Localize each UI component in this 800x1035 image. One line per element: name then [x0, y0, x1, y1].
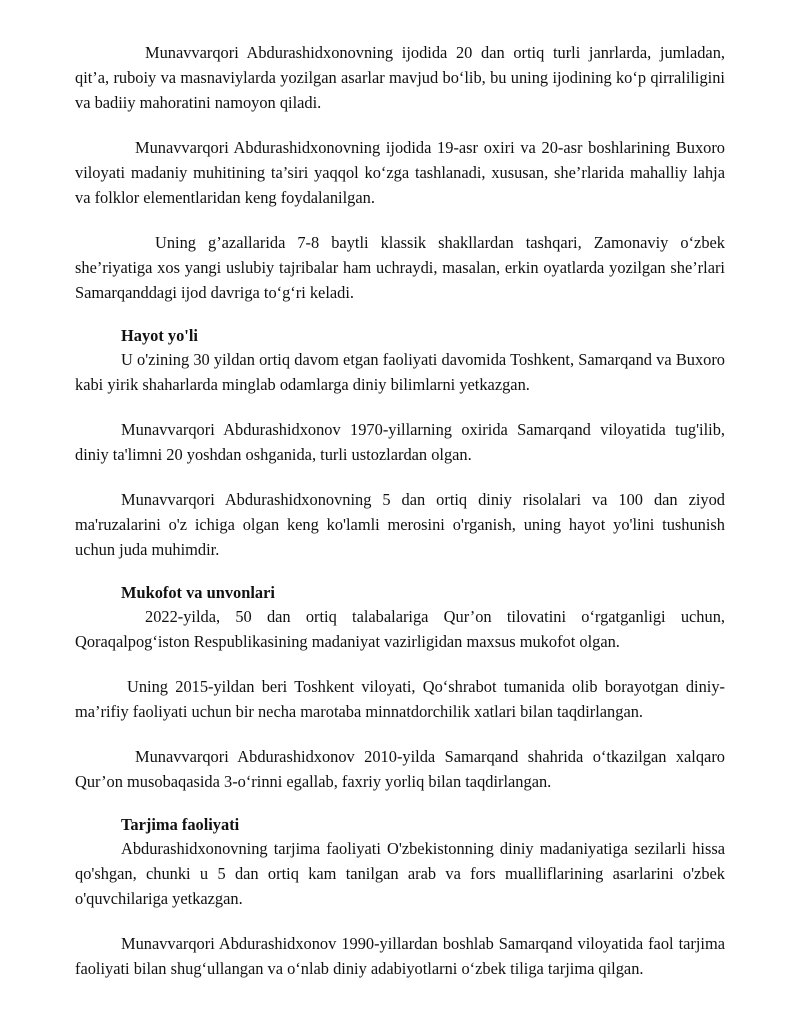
section-title-mukofot: Mukofot va unvonlari: [121, 583, 275, 602]
section-title-hayot-yoli: Hayot yo'li: [121, 326, 198, 345]
intro-paragraph: Uning g’azallarida 7-8 baytli klassik shakllardan tashqari, Zamonaviy o‘zbek she’riyatiga xos yangi uslubiy tajribalar ham uchraydi, masalan, erkin oyatlarda yozilgan she’rlari Samarqanddagi ijod davriga to‘g‘ri keladi.: [75, 233, 725, 302]
section-paragraph: Munavvarqori Abdurashidxonov 1970-yillarning oxirida Samarqand viloyatida tug'ilib, diniy ta'limni 20 yoshdan oshganida, turli ustozlardan olgan.: [75, 420, 725, 464]
section-paragraph: Munavvarqori Abdurashidxonov 1990-yillardan boshlab Samarqand viloyatida faol tarjima faoliyati bilan shug‘ullangan va o‘nlab diniy adabiyotlarni o‘zbek tiliga tarjima qilgan.: [75, 934, 725, 978]
section-paragraph: Abdurashidxonovning tarjima faoliyati O'zbekistonning diniy madaniyatiga sezilarli hissa qo'shgan, chunki u 5 dan ortiq kam tanilgan arab va fors mualliflarining asarlarini o'zbek o'quvchilariga yetkazgan.: [75, 839, 725, 908]
intro-paragraph: Munavvarqori Abdurashidxonovning ijodida 20 dan ortiq turli janrlarda, jumladan, qit’a, ruboiy va masnaviylarda yozilgan asarlar mavjud bo‘lib, bu uning ijodining ko‘p qirraliligini va badiiy mahoratini namoyon qiladi.: [75, 43, 725, 112]
section-paragraph: Munavvarqori Abdurashidxonovning 5 dan ortiq diniy risolalari va 100 dan ziyod ma'ruzalarini o'z ichiga olgan keng ko'lamli merosini o'rganish, uning hayot yo'lini tushunish uchun juda muhimdir.: [75, 490, 725, 559]
section-paragraph: Munavvarqori Abdurashidxonov 2010-yilda Samarqand shahrida o‘tkazilgan xalqaro Qur’on musobaqasida 3-o‘rinni egallab, faxriy yorliq bilan taqdirlangan.: [75, 747, 725, 791]
section-paragraph: 2022-yilda, 50 dan ortiq talabalariga Qur’on tilovatini o‘rgatganligi uchun, Qoraqalpog‘iston Respublikasining madaniyat vazirligidan maxsus mukofot olgan.: [75, 607, 725, 651]
section-paragraph: U o'zining 30 yildan ortiq davom etgan faoliyati davomida Toshkent, Samarqand va Buxoro kabi yirik shaharlarda minglab odamlarga diniy bilimlarni yetkazgan.: [75, 350, 725, 394]
section-title-tarjima: Tarjima faoliyati: [121, 815, 240, 834]
section-paragraph: Uning 2015-yildan beri Toshkent viloyati, Qo‘shrabot tumanida olib borayotgan diniy-ma’rifiy faoliyati uchun bir necha marotaba minnatdorchilik xatlari bilan taqdirlangan.: [75, 677, 725, 721]
intro-paragraph: Munavvarqori Abdurashidxonovning ijodida 19-asr oxiri va 20-asr boshlarining Buxoro viloyati madaniy muhitining ta’siri yaqqol ko‘zga tashlanadi, xususan, she’rlarida mahalliy lahja va folklor elementlaridan keng foydalanilgan.: [75, 138, 725, 207]
document-page: [75, 40, 725, 1001]
